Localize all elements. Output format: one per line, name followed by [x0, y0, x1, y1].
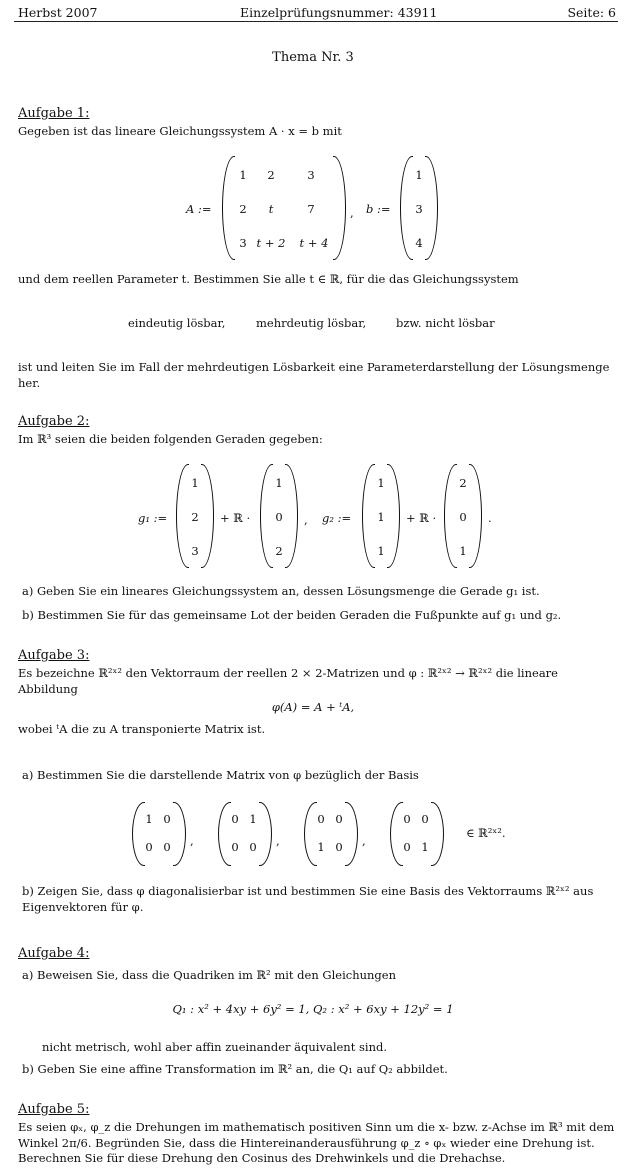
g1-point-vector	[176, 464, 214, 568]
matrix-comma: ,	[350, 206, 354, 220]
vector-cell: 1	[275, 476, 283, 490]
vector-b-label: b :=	[366, 202, 391, 216]
matrix-a-cell: 2	[239, 202, 247, 216]
aufgabe3-item-b: b) Zeigen Sie, dass φ diagonalisierbar ist und bestimmen Sie eine Basis des Vektorraums ℝ²ˣ² aus Eigenvektoren für φ.	[22, 884, 594, 914]
matrix-cell: 0	[317, 812, 325, 826]
vector-cell: 3	[191, 544, 199, 558]
matrix-cell: 1	[145, 812, 153, 826]
aufgabe5-heading: Aufgabe 5:	[18, 1102, 90, 1117]
header-page-number: Seite: 6	[567, 5, 616, 20]
matrix-a-cell: t	[268, 202, 274, 216]
header-semester: Herbst 2007	[18, 5, 98, 20]
aufgabe1-text2: ist und leiten Sie im Fall der mehrdeutigen Lösbarkeit eine Parameterdarstellung der Lösungsmenge her.	[18, 360, 610, 390]
matrix-cell: 1	[317, 840, 325, 854]
vector-comma: ,	[304, 513, 308, 527]
matrix-a-cell: 3	[307, 168, 315, 182]
basis-comma: ,	[362, 834, 366, 848]
matrix-a	[222, 156, 346, 260]
vector-cell: 2	[275, 544, 283, 558]
aufgabe4-heading: Aufgabe 4:	[18, 946, 90, 961]
matrix-cell: 0	[163, 840, 171, 854]
aufgabe2-heading: Aufgabe 2:	[18, 414, 90, 429]
aufgabe4-item-a: a) Beweisen Sie, dass die Quadriken im ℝ² mit den Gleichungen	[22, 968, 396, 982]
option-unique: eindeutig lösbar,	[128, 316, 226, 330]
basis-matrix-2	[218, 802, 272, 866]
aufgabe4-item-b: b) Geben Sie eine affine Transformation im ℝ² an, die Q₁ auf Q₂ abbildet.	[22, 1062, 448, 1076]
vector-b-cell: 3	[415, 202, 423, 216]
g2-direction-vector	[444, 464, 482, 568]
g2-label: g₂ :=	[322, 511, 352, 525]
vector-cell: 1	[459, 544, 467, 558]
aufgabe3-heading: Aufgabe 3:	[18, 648, 90, 663]
matrix-cell: 0	[421, 812, 429, 826]
aufgabe3-intro: Es bezeichne ℝ²ˣ² den Vektorraum der reellen 2 × 2-Matrizen und φ : ℝ²ˣ² → ℝ²ˣ² die lineare Abbildung	[18, 666, 558, 696]
matrix-cell: 0	[335, 840, 343, 854]
plus-r-operator: + ℝ ·	[406, 511, 437, 525]
vector-cell: 1	[377, 476, 385, 490]
aufgabe3-wobei: wobei ᵗA die zu A transponierte Matrix ist.	[18, 722, 266, 736]
matrix-a-cell: 2	[267, 168, 275, 182]
aufgabe1-text1: und dem reellen Parameter t. Bestimmen Sie alle t ∈ ℝ, für die das Gleichungssystem	[18, 272, 519, 286]
matrix-cell: 0	[231, 812, 239, 826]
header-exam-number: Einzelprüfungsnummer: 43911	[240, 5, 438, 20]
option-multiple: mehrdeutig lösbar,	[256, 316, 367, 330]
vector-cell: 2	[459, 476, 467, 490]
matrix-cell: 0	[403, 840, 411, 854]
aufgabe1-intro: Gegeben ist das lineare Gleichungssystem A · x = b mit	[18, 124, 342, 138]
matrix-cell: 0	[231, 840, 239, 854]
matrix-cell: 0	[249, 840, 257, 854]
page-title: Thema Nr. 3	[272, 50, 354, 65]
aufgabe2-item-b: b) Bestimmen Sie für das gemeinsame Lot der beiden Geraden die Fußpunkte auf g₁ und g₂.	[22, 608, 562, 622]
aufgabe2-intro: Im ℝ³ seien die beiden folgenden Geraden gegeben:	[18, 432, 323, 446]
basis-matrix-3	[304, 802, 358, 866]
matrix-a-cell: 7	[307, 202, 315, 216]
aufgabe2-item-a: a) Geben Sie ein lineares Gleichungssystem an, dessen Lösungsmenge die Gerade g₁ ist.	[22, 584, 540, 598]
matrix-cell: 1	[249, 812, 257, 826]
matrix-cell: 0	[335, 812, 343, 826]
aufgabe3-item-a: a) Bestimmen Sie die darstellende Matrix von φ bezüglich der Basis	[22, 768, 419, 782]
g1-direction-vector	[260, 464, 298, 568]
basis-comma: ,	[276, 834, 280, 848]
basis-comma: ,	[190, 834, 194, 848]
vector-cell: 1	[191, 476, 199, 490]
matrix-cell: 0	[145, 840, 153, 854]
vector-b	[400, 156, 438, 260]
vector-cell: 2	[191, 510, 199, 524]
matrix-a-cell: 3	[239, 236, 247, 250]
matrix-cell: 1	[421, 840, 429, 854]
aufgabe5-text: Es seien φₓ, φ_z die Drehungen im mathematisch positiven Sinn um die x- bzw. z-Achse im ℝ³ mit dem Winkel 2π/6. Begründen Sie, dass die Hintereinanderausführung φ_z ∘ φₓ wieder eine Drehung ist. Berechnen Sie für diese Drehung den Cosinus des Drehwinkels und die Drehachse.	[18, 1120, 615, 1165]
vector-cell: 1	[377, 544, 385, 558]
g1-label: g₁ :=	[138, 511, 168, 525]
matrix-a-label: A :=	[186, 202, 212, 216]
aufgabe1-heading: Aufgabe 1:	[18, 106, 90, 121]
basis-matrix-4	[390, 802, 444, 866]
page-header	[14, 3, 618, 22]
vector-period: .	[488, 511, 492, 525]
g2-point-vector	[362, 464, 400, 568]
vector-b-cell: 1	[415, 168, 423, 182]
matrix-a-cell: 1	[239, 168, 247, 182]
matrix-a-cell: t + 4	[299, 236, 329, 250]
option-none: bzw. nicht lösbar	[396, 316, 495, 330]
matrix-cell: 0	[403, 812, 411, 826]
basis-in-r: ∈ ℝ²ˣ².	[466, 826, 506, 840]
aufgabe4-equations: Q₁ : x² + 4xy + 6y² = 1, Q₂ : x² + 6xy + 12y² = 1	[172, 1002, 454, 1016]
basis-matrix-1	[132, 802, 186, 866]
vector-cell: 0	[275, 510, 283, 524]
plus-r-operator: + ℝ ·	[220, 511, 251, 525]
vector-b-cell: 4	[415, 236, 423, 250]
vector-cell: 0	[459, 510, 467, 524]
vector-cell: 1	[377, 510, 385, 524]
matrix-cell: 0	[163, 812, 171, 826]
matrix-a-cell: t + 2	[256, 236, 286, 250]
aufgabe3-formula: φ(A) = A + ᵗA,	[271, 700, 355, 714]
aufgabe4-after: nicht metrisch, wohl aber affin zueinander äquivalent sind.	[42, 1040, 387, 1054]
